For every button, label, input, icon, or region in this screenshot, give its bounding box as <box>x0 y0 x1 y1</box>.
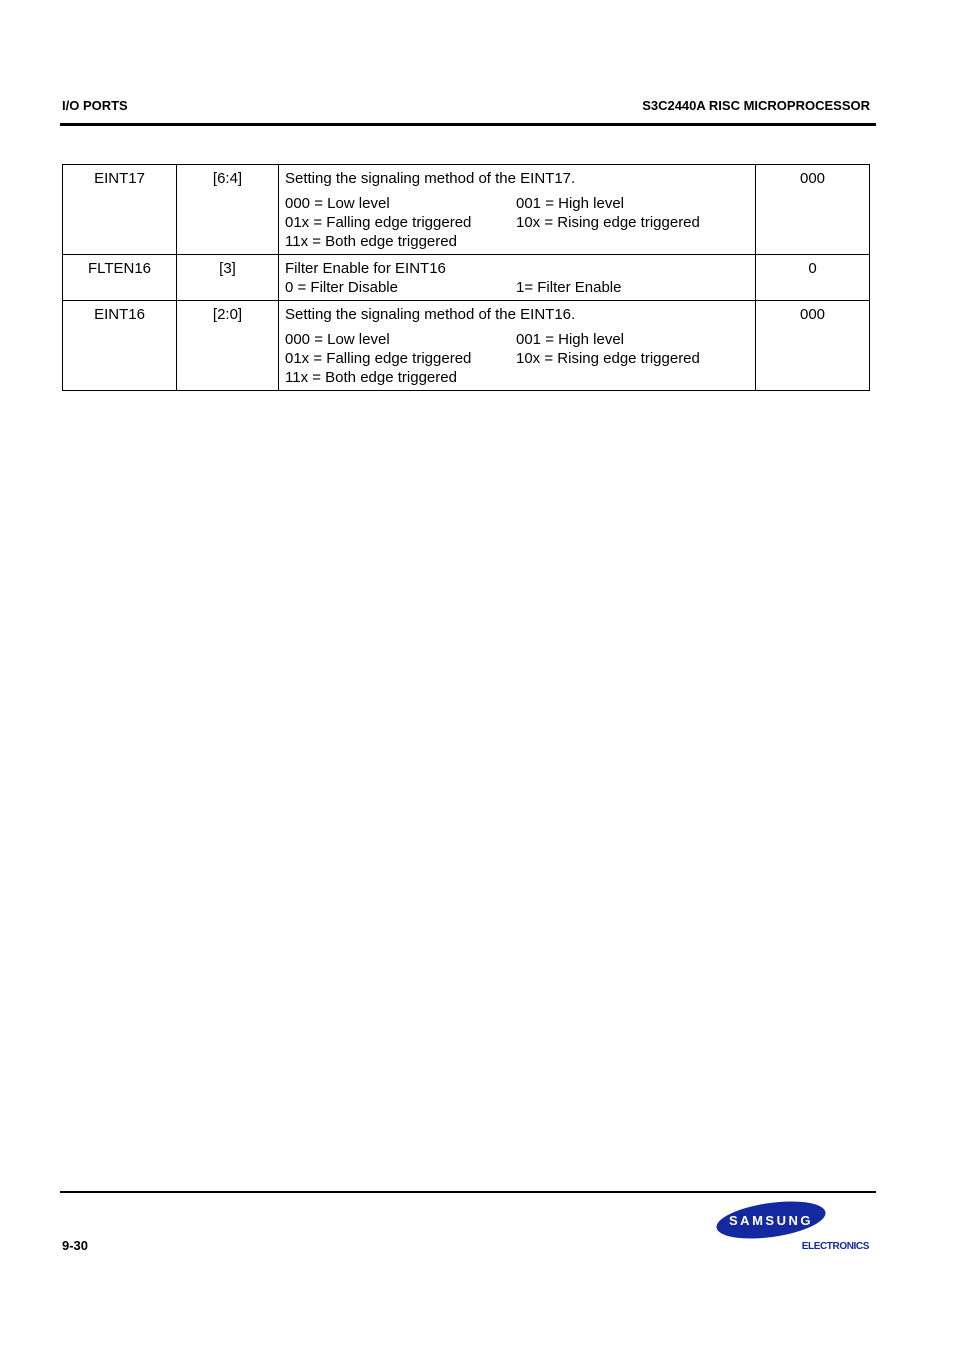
option-text: 0 = Filter Disable <box>285 279 398 296</box>
description-title: Filter Enable for EINT16 <box>285 260 446 277</box>
register-description <box>279 255 756 301</box>
page-number: 9-30 <box>62 1238 89 1253</box>
option-text: 000 = Low level <box>285 195 390 212</box>
register-name: FLTEN16 <box>63 255 177 301</box>
samsung-logo-wordmark: SAMSUNG <box>729 1213 813 1228</box>
option-row <box>285 368 749 387</box>
samsung-logo-subtext: ELECTRONICS <box>801 1241 869 1252</box>
register-name: EINT17 <box>63 165 177 255</box>
table-row <box>63 165 870 255</box>
samsung-logo <box>715 1201 875 1255</box>
table-row <box>63 255 870 301</box>
option-text: 1= Filter Enable <box>516 279 622 296</box>
option-row <box>285 213 749 232</box>
option-row <box>285 194 749 213</box>
option-text: 10x = Rising edge triggered <box>516 350 700 367</box>
option-text: 01x = Falling edge triggered <box>285 350 472 367</box>
register-initial-state: 000 <box>756 301 870 391</box>
option-text: 01x = Falling edge triggered <box>285 214 472 231</box>
option-text: 001 = High level <box>516 195 624 212</box>
option-text: 10x = Rising edge triggered <box>516 214 700 231</box>
option-row <box>285 330 749 349</box>
register-bit: [2:0] <box>177 301 279 391</box>
description-title: Setting the signaling method of the EINT17. <box>285 170 576 187</box>
table-row <box>63 301 870 391</box>
footer-divider <box>60 1191 876 1193</box>
register-table <box>62 164 870 391</box>
register-bit: [6:4] <box>177 165 279 255</box>
option-text: 001 = High level <box>516 331 624 348</box>
option-text: 11x = Both edge triggered <box>285 369 457 386</box>
register-initial-state: 0 <box>756 255 870 301</box>
option-text: 11x = Both edge triggered <box>285 233 457 250</box>
option-text: 000 = Low level <box>285 331 390 348</box>
register-description <box>279 165 756 255</box>
description-title: Setting the signaling method of the EINT16. <box>285 306 576 323</box>
header-section-title: I/O PORTS <box>62 98 128 113</box>
header-divider <box>60 123 876 126</box>
option-row <box>285 232 749 251</box>
register-initial-state: 000 <box>756 165 870 255</box>
register-description <box>279 301 756 391</box>
register-name: EINT16 <box>63 301 177 391</box>
header-product-title: S3C2440A RISC MICROPROCESSOR <box>642 98 870 113</box>
option-row <box>285 349 749 368</box>
option-row <box>285 278 749 297</box>
register-bit: [3] <box>177 255 279 301</box>
